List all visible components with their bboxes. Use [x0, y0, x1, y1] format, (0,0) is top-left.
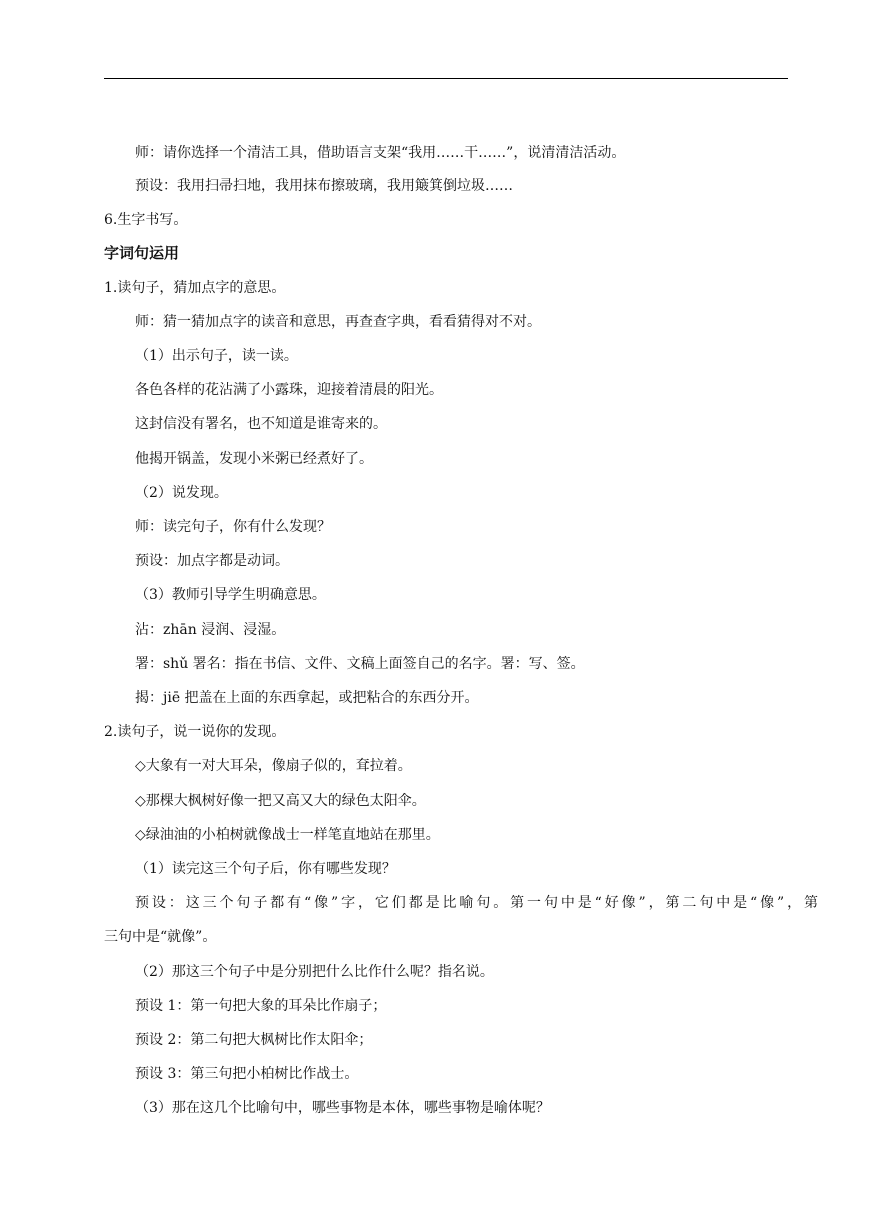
paragraph: 沾：zhān 浸润、浸湿。 — [135, 622, 286, 638]
paragraph: （2）那这三个句子中是分别把什么比作什么呢？指名说。 — [135, 964, 494, 980]
paragraph: 预设 3：第三句把小柏树比作战士。 — [135, 1066, 359, 1082]
header-rule — [104, 78, 788, 79]
paragraph: 预设 1：第一句把大象的耳朵比作扇子； — [135, 998, 387, 1014]
paragraph: 2.读句子，说一说你的发现。 — [104, 724, 286, 740]
paragraph: ◇大象有一对大耳朵，像扇子似的，耷拉着。 — [135, 758, 412, 774]
paragraph: ◇绿油油的小柏树就像战士一样笔直地站在那里。 — [135, 827, 440, 843]
paragraph: 预设 2：第二句把大枫树比作太阳伞； — [135, 1032, 373, 1048]
paragraph: （3）教师引导学生明确意思。 — [135, 587, 326, 603]
paragraph: 署：shǔ 署名：指在书信、文件、文稿上面签自己的名字。署：写、签。 — [135, 656, 585, 672]
paragraph: 1.读句子，猜加点字的意思。 — [104, 280, 286, 296]
paragraph: 师：猜一猜加点字的读音和意思，再查查字典，看看猜得对不对。 — [135, 314, 541, 330]
paragraph: 各色各样的花沾满了小露珠，迎接着清晨的阳光。 — [135, 382, 443, 398]
paragraph: （2）说发现。 — [135, 485, 228, 501]
section-heading: 字词句运用 — [104, 244, 180, 262]
paragraph: （3）那在这几个比喻句中，哪些事物是本体，哪些事物是喻体呢？ — [135, 1100, 550, 1116]
paragraph: 6.生字书写。 — [104, 212, 188, 228]
paragraph: 预设：我用扫帚扫地，我用抹布擦玻璃，我用簸箕倒垃圾…… — [135, 178, 513, 194]
paragraph: 师：请你选择一个清洁工具，借助语言支架“我用……干……”，说清清洁活动。 — [135, 145, 626, 161]
paragraph: ◇那棵大枫树好像一把又高又大的绿色太阳伞。 — [135, 793, 426, 809]
paragraph: 预设：加点字都是动词。 — [135, 553, 289, 569]
paragraph: （1）读完这三个句子后，你有哪些发现？ — [135, 861, 396, 877]
paragraph: （1）出示句子，读一读。 — [135, 348, 298, 364]
paragraph: 师：读完句子，你有什么发现？ — [135, 519, 331, 535]
paragraph: 他揭开锅盖，发现小米粥已经煮好了。 — [135, 451, 373, 467]
paragraph-continuation: 三句中是“就像”。 — [104, 929, 217, 945]
paragraph: 这封信没有署名，也不知道是谁寄来的。 — [135, 416, 387, 432]
paragraph: 预设：这三个句子都有“像”字，它们都是比喻句。第一句中是“好像”，第二句中是“像”，第 — [135, 895, 818, 911]
paragraph: 揭：jiē 把盖在上面的东西拿起，或把粘合的东西分开。 — [135, 690, 479, 706]
